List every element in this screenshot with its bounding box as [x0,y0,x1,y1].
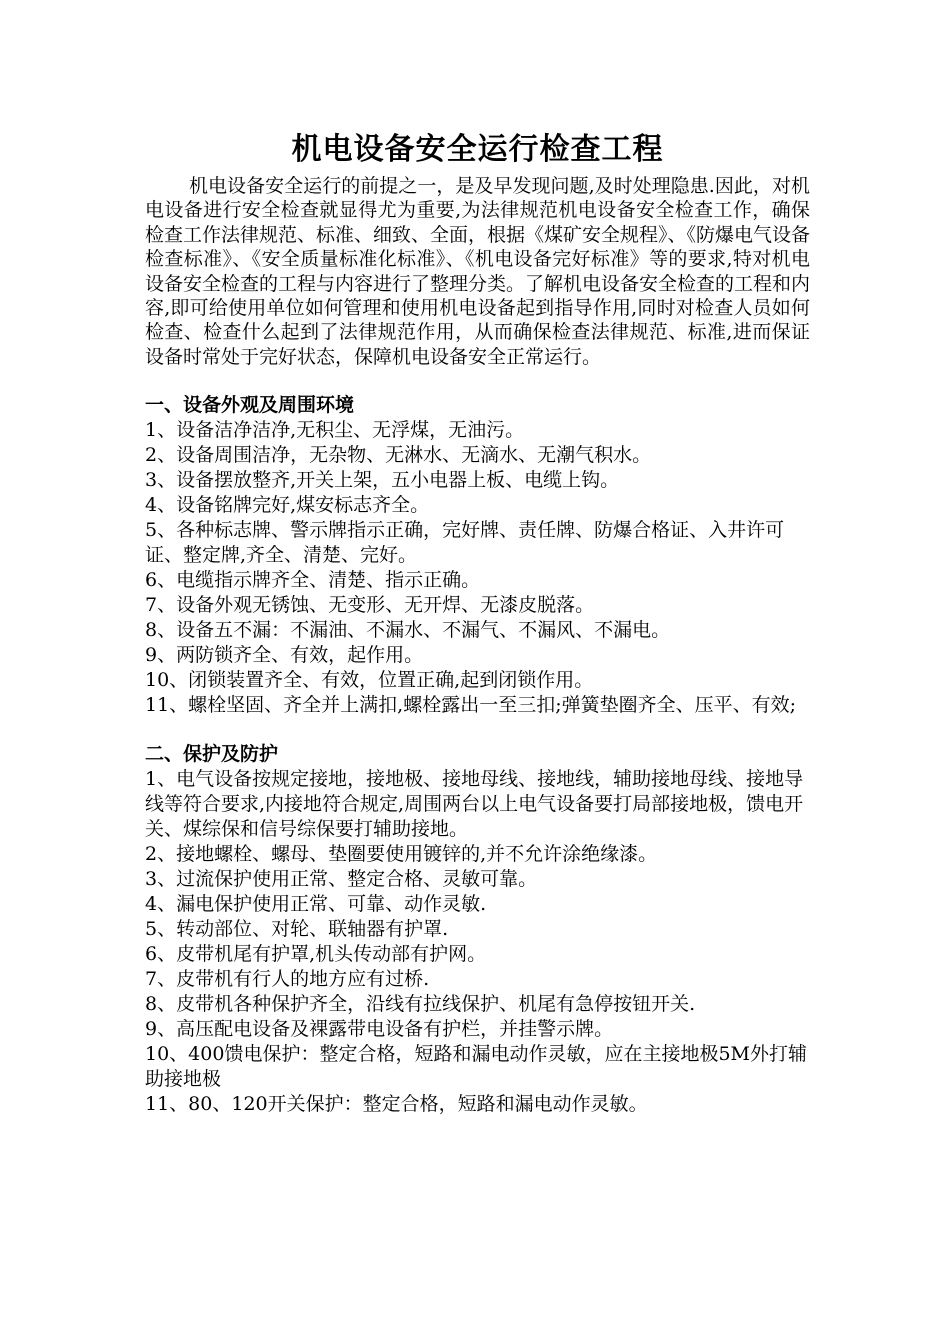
document-page [145,128,810,1117]
list-item: 8、设备五不漏：不漏油、不漏水、不漏气、不漏风、不漏电。 [145,619,671,642]
list-item: 2、接地螺栓、螺母、垫圈要使用镀锌的,并不允许涂绝缘漆。 [145,843,658,866]
intro-paragraph: 机电设备安全运行的前提之一，是及早发现问题,及时处理隐患.因此，对机电设备进行安全检查就显得尤为重要,为法律规范机电设备安全检查工作，确保检查工作法律规范、标准、细致、全面，根据《煤矿安全规程》、《防爆电气设备检查标准》、《安全质量标准化标准》、《机电设备完好标准》等的要求,特对机电设备安全检查的工程与内容进行了整理分类。了解机电设备安全检查的工程和内容,即可给使用单位如何管理和使用机电设备起到指导作用,同时对检查人员如何检查、检查什么起到了法律规范作用，从而确保检查法律规范、标准,进而保证设备时常处于完好状态，保障机电设备安全正常运行。 [145,175,811,368]
list-item: 9、高压配电设备及裸露带电设备有护栏，并挂警示牌。 [145,1018,614,1041]
list-item: 6、皮带机尾有护罩,机头传动部有护网。 [145,943,487,966]
section-protection [145,742,810,1117]
list-item: 7、皮带机有行人的地方应有过桥. [145,968,430,991]
list-item: 1、电气设备按规定接地，接地极、接地母线、接地线，辅助接地母线、接地导线等符合要求,内接地符合规定,周围两台以上电气设备要打局部接地极，馈电开关、煤综保和信号综保要打辅助接地。 [145,768,804,841]
list-item: 10、闭锁装置齐全、有效，位置正确,起到闭锁作用。 [145,669,594,692]
list-item: 4、设备铭牌完好,煤安标志齐全。 [145,494,430,517]
list-item: 8、皮带机各种保护齐全，沿线有拉线保护、机尾有急停按钮开关. [145,993,696,1016]
list-item: 1、设备洁净洁净,无积尘、无浮煤，无油污。 [145,419,525,442]
list-item: 10、400馈电保护：整定合格，短路和漏电动作灵敏，应在主接地极5M外打辅助接地极 [145,1043,807,1091]
list-item: 3、过流保护使用正常、整定合格、灵敏可靠。 [145,868,538,891]
section-heading: 一、设备外观及周围环境 [145,394,355,417]
list-item: 11、螺栓坚固、齐全并上满扣,螺栓露出一至三扣;弹簧垫圈齐全、压平、有效; [145,694,797,717]
list-item: 3、设备摆放整齐,开关上架，五小电器上板、电缆上钩。 [145,469,620,492]
list-item: 11、80、120开关保护：整定合格，短路和漏电动作灵敏。 [145,1093,648,1116]
list-item: 5、各种标志牌、警示牌指示正确，完好牌、责任牌、防爆合格证、入井许可证、整定牌,齐全、清楚、完好。 [145,519,785,567]
section-heading: 二、保护及防护 [145,743,279,766]
list-item: 9、两防锁齐全、有效，起作用。 [145,644,424,667]
list-item: 6、电缆指示牌齐全、清楚、指示正确。 [145,569,481,592]
list-item: 2、设备周围洁净，无杂物、无淋水、无滴水、无潮气积水。 [145,444,652,467]
list-item: 7、设备外观无锈蚀、无变形、无开焊、无漆皮脱落。 [145,594,595,617]
list-item: 5、转动部位、对轮、联轴器有护罩. [145,918,449,941]
document-title: 机电设备安全运行检查工程 [291,132,664,167]
section-appearance [145,393,810,718]
list-item: 4、漏电保护使用正常、可靠、动作灵敏. [145,893,487,916]
